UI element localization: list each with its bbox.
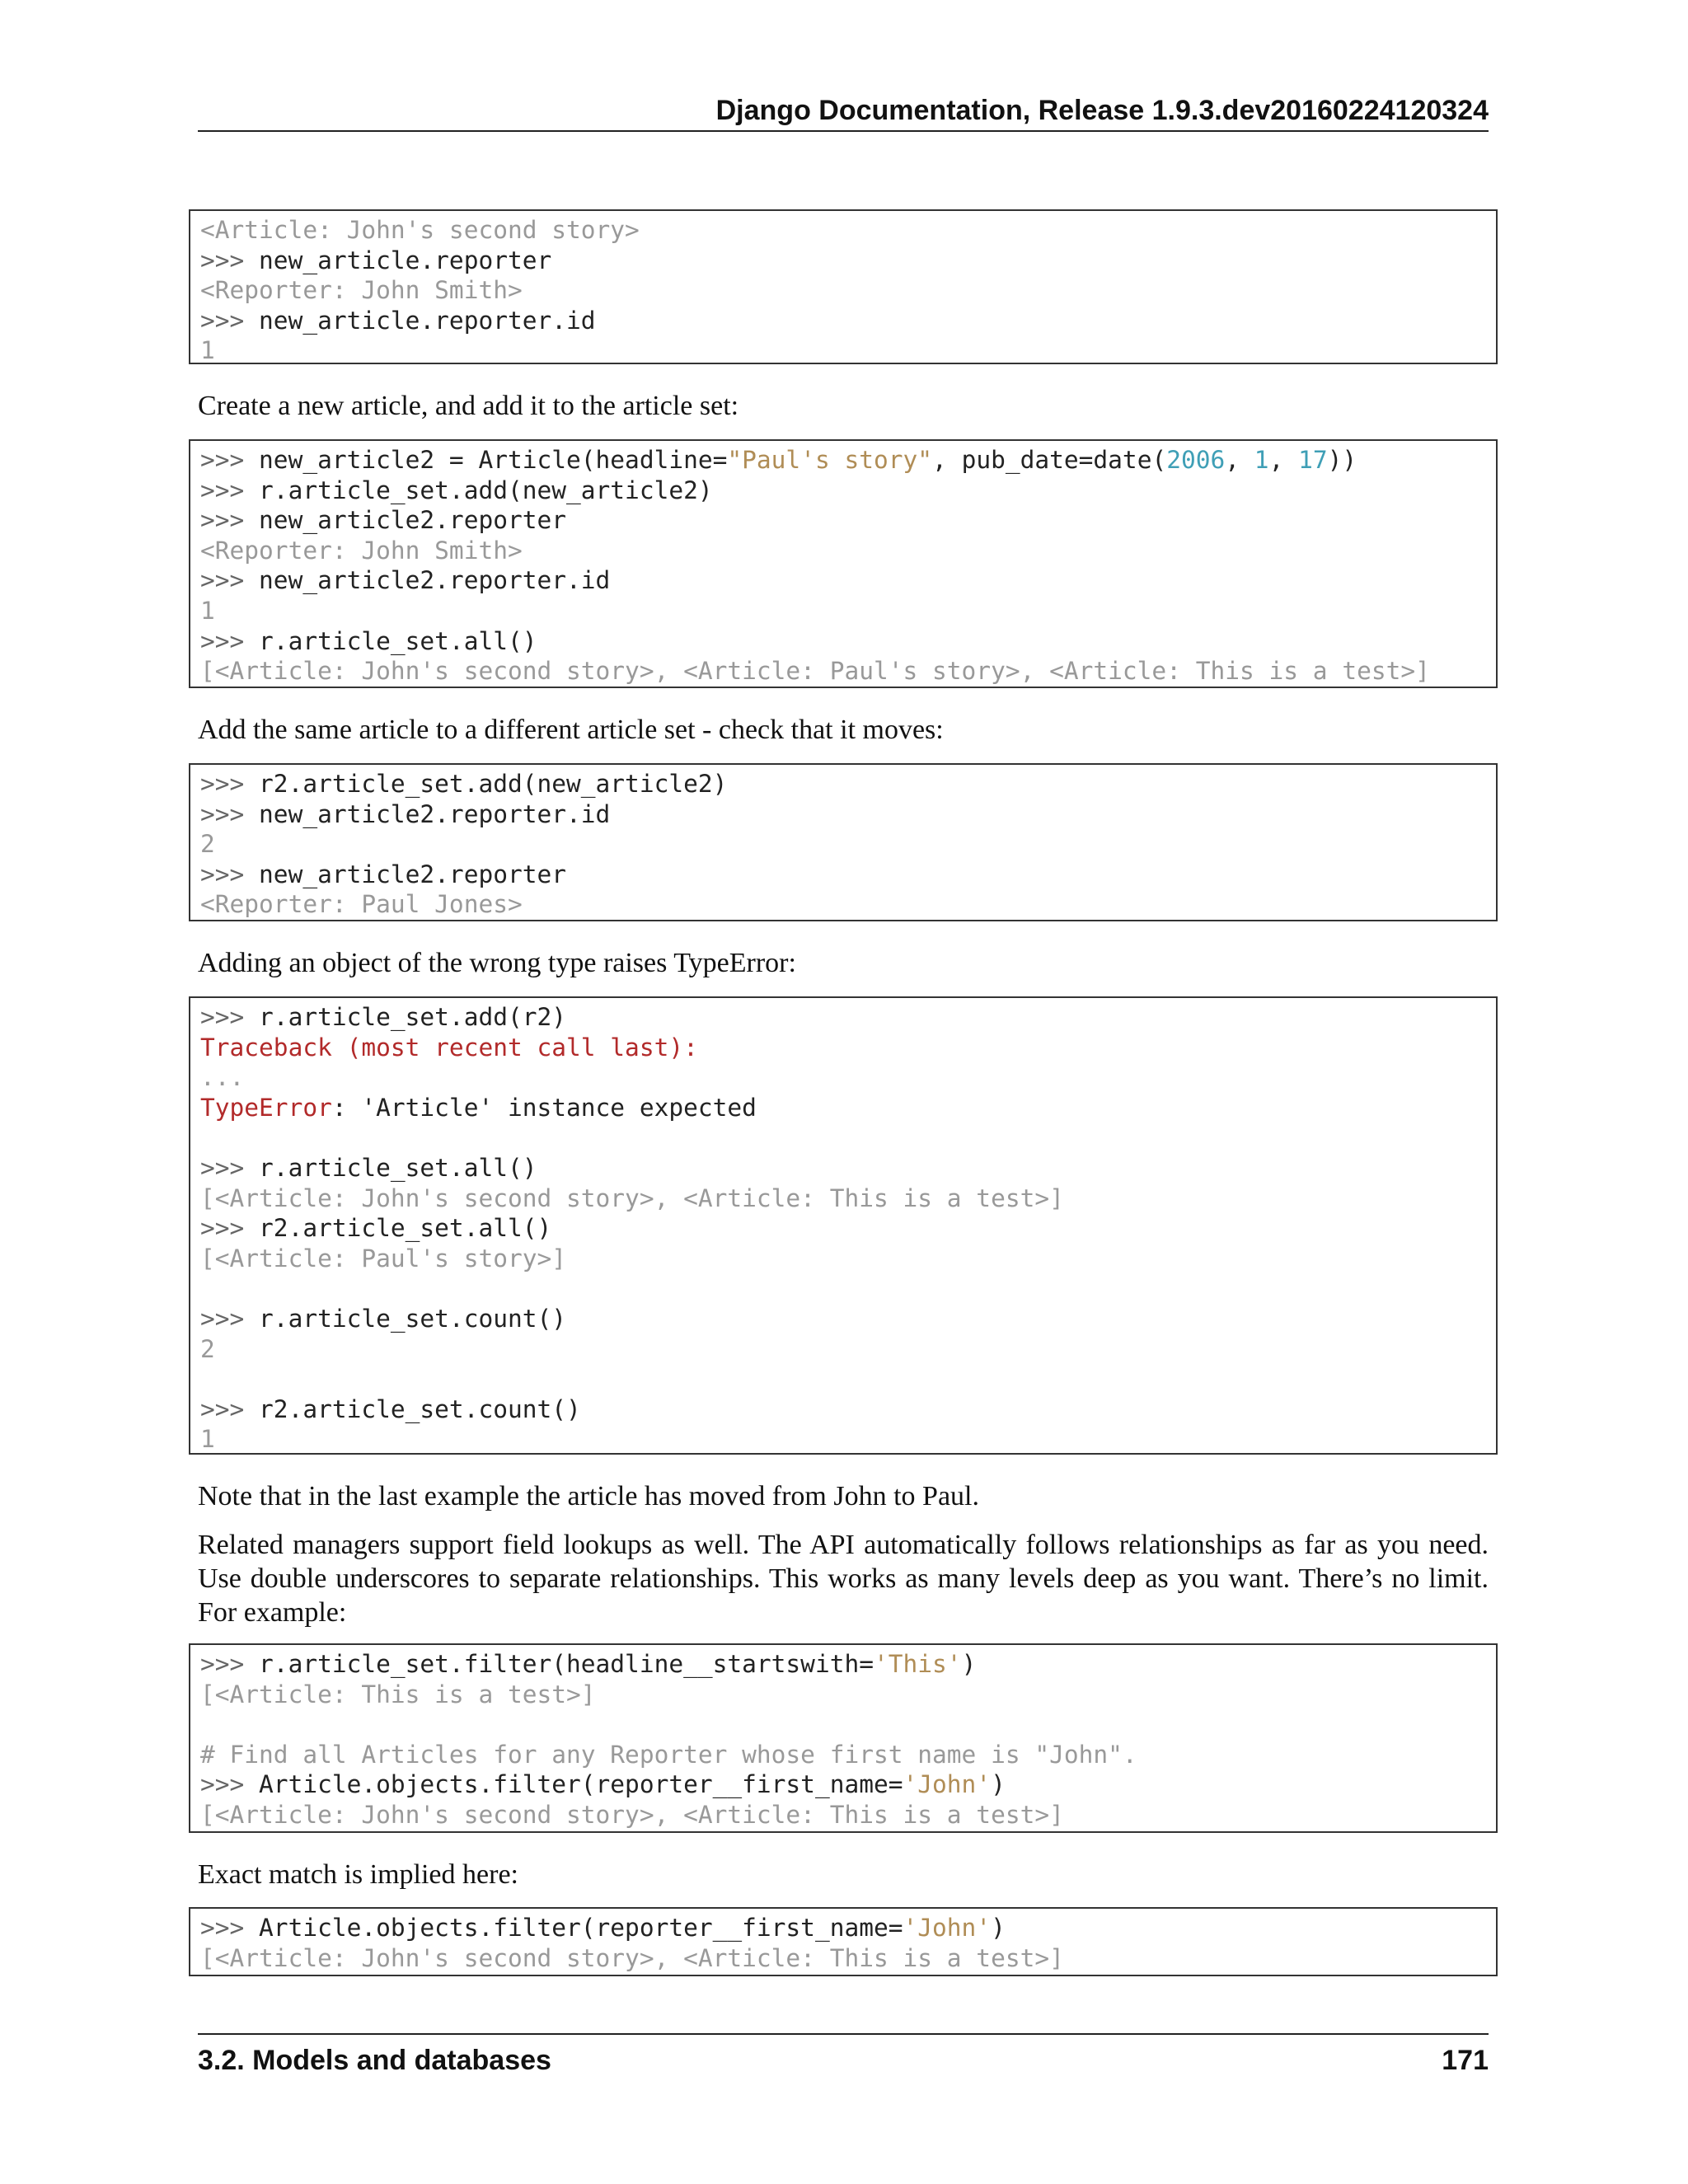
code-line: [200, 306, 1496, 336]
paragraph: Add the same article to a different article set - check that it moves:: [198, 715, 944, 745]
output-text: [<Article: This is a test>]: [200, 1680, 596, 1708]
output-text: 2: [200, 830, 215, 859]
code-line: [200, 1244, 1496, 1274]
code-line: [200, 1424, 1496, 1455]
code-line: [200, 1183, 1496, 1214]
code-line: [200, 1649, 1496, 1680]
code-text: ): [991, 1914, 1006, 1942]
code-block: [189, 996, 1498, 1455]
code-text: ,: [1225, 446, 1254, 474]
code-line: [200, 476, 1496, 506]
code-block: [189, 1907, 1498, 1976]
code-line: [200, 1709, 1496, 1740]
prompt-marker: >>>: [200, 476, 260, 504]
code-text: Article.objects.filter(reporter__first_name=: [259, 1770, 903, 1799]
code-line: [200, 596, 1496, 626]
code-line: [200, 565, 1496, 596]
code-line: [200, 1002, 1496, 1033]
code-line: [200, 1304, 1496, 1334]
prompt-marker: >>>: [200, 1214, 260, 1243]
comment-text: # Find all Articles for any Reporter whose first name is "John".: [200, 1740, 1137, 1769]
code-text: ,: [1268, 446, 1299, 474]
code-line: [200, 769, 1496, 799]
code-text: Article.objects.filter(reporter__first_name=: [259, 1914, 903, 1942]
code-text: r.article_set.add(r2): [259, 1003, 567, 1031]
code-text: r.article_set.count(): [259, 1304, 567, 1333]
output-text: [<Article: John's second story>, <Article: This is a test>]: [200, 1800, 1064, 1829]
prompt-marker: >>>: [200, 1770, 260, 1799]
code-line: [200, 1800, 1496, 1830]
prompt-marker: >>>: [200, 246, 260, 274]
code-line: [200, 536, 1496, 566]
paragraph: Adding an object of the wrong type raises TypeError:: [198, 948, 796, 978]
code-line: [200, 215, 1496, 246]
code-line: [200, 1153, 1496, 1183]
output-text: 1: [200, 1425, 215, 1454]
code-text: new_article2 = Article(headline=: [259, 446, 728, 474]
code-line: [200, 246, 1496, 276]
output-text: 1: [200, 336, 215, 364]
number-literal: 1: [1254, 446, 1269, 474]
paragraph: Note that in the last example the article has moved from John to Paul.: [198, 1481, 979, 1511]
code-line: [200, 1913, 1496, 1943]
prompt-marker: >>>: [200, 1153, 260, 1182]
prompt-marker: >>>: [200, 1304, 260, 1333]
code-line: [200, 889, 1496, 920]
prompt-marker: >>>: [200, 306, 260, 335]
prompt-marker: >>>: [200, 626, 260, 655]
code-text: r2.article_set.count(): [259, 1394, 581, 1423]
code-line: [200, 505, 1496, 536]
code-block: [189, 439, 1498, 688]
prompt-marker: >>>: [200, 799, 260, 828]
prompt-marker: >>>: [200, 1650, 260, 1678]
paragraph: Create a new article, and add it to the article set:: [198, 391, 739, 421]
code-block: [189, 1643, 1498, 1833]
code-line: [200, 1680, 1496, 1710]
code-line: [200, 275, 1496, 306]
output-text: 1: [200, 596, 215, 625]
code-line: [200, 1334, 1496, 1365]
code-text: ): [991, 1770, 1006, 1799]
code-line: [200, 1943, 1496, 1974]
output-text: [<Article: John's second story>, <Article: Paul's story>, <Article: This is a test>]: [200, 657, 1430, 686]
code-line: [200, 1394, 1496, 1425]
number-literal: 2006: [1166, 446, 1226, 474]
paragraph: Exact match is implied here:: [198, 1859, 518, 1890]
code-text: r.article_set.add(new_article2): [259, 476, 713, 504]
string-literal: 'John': [903, 1770, 992, 1799]
prompt-marker: >>>: [200, 566, 260, 595]
string-literal: "Paul's story": [727, 446, 933, 474]
prompt-marker: >>>: [200, 446, 260, 474]
footer-rule: [198, 2033, 1489, 2035]
code-line: [200, 656, 1496, 687]
output-text: <Reporter: John Smith>: [200, 536, 523, 565]
code-text: new_article2.reporter: [259, 506, 567, 535]
footer-section-title: 3.2. Models and databases: [198, 2045, 551, 2076]
code-line: [200, 626, 1496, 657]
string-literal: 'John': [903, 1914, 992, 1942]
page-number: 171: [1442, 2045, 1489, 2076]
code-line: [200, 1062, 1496, 1093]
code-text: r2.article_set.all(): [259, 1214, 552, 1243]
code-line: [200, 799, 1496, 830]
code-block: [189, 763, 1498, 921]
code-line: [200, 1769, 1496, 1800]
number-literal: 17: [1298, 446, 1328, 474]
code-line: [200, 1740, 1496, 1770]
code-text: r2.article_set.add(new_article2): [259, 770, 728, 798]
code-text: , pub_date=date(: [932, 446, 1167, 474]
prompt-marker: >>>: [200, 1003, 260, 1031]
output-text: <Article: John's second story>: [200, 216, 640, 244]
code-text: r.article_set.all(): [259, 626, 537, 655]
prompt-marker: >>>: [200, 1914, 260, 1942]
output-text: <Reporter: Paul Jones>: [200, 890, 523, 919]
error-text: Traceback (most recent call last):: [200, 1033, 698, 1062]
code-line: [200, 445, 1496, 476]
code-line: [200, 829, 1496, 860]
code-line: [200, 1033, 1496, 1063]
code-text: new_article.reporter.id: [259, 306, 596, 335]
code-text: : 'Article' instance expected: [331, 1093, 757, 1122]
output-text: <Reporter: John Smith>: [200, 276, 523, 305]
code-line: [200, 1364, 1496, 1394]
output-text: [<Article: John's second story>, <Article: This is a test>]: [200, 1943, 1064, 1972]
output-text: 2: [200, 1334, 215, 1363]
code-line: [200, 860, 1496, 890]
header-rule: [198, 130, 1489, 132]
output-text: ...: [200, 1063, 245, 1092]
code-text: ): [961, 1650, 977, 1678]
output-text: [<Article: Paul's story>]: [200, 1244, 567, 1272]
prompt-marker: >>>: [200, 1394, 260, 1423]
code-text: r.article_set.all(): [259, 1153, 537, 1182]
string-literal: 'This': [874, 1650, 962, 1678]
code-line: [200, 1213, 1496, 1244]
prompt-marker: >>>: [200, 860, 260, 888]
code-text: )): [1327, 446, 1357, 474]
code-text: new_article.reporter: [259, 246, 552, 274]
prompt-marker: >>>: [200, 506, 260, 535]
code-text: r.article_set.filter(headline__startswith=: [259, 1650, 874, 1678]
code-text: new_article2.reporter: [259, 860, 567, 888]
page-header-title: Django Documentation, Release 1.9.3.dev20160224120324: [715, 95, 1489, 126]
code-line: [200, 335, 1496, 364]
code-line: [200, 1093, 1496, 1123]
output-text: [<Article: John's second story>, <Article: This is a test>]: [200, 1183, 1064, 1212]
code-block: [189, 209, 1498, 364]
error-text: TypeError: [200, 1093, 332, 1122]
prompt-marker: >>>: [200, 770, 260, 798]
code-line: [200, 1122, 1496, 1153]
code-text: new_article2.reporter.id: [259, 799, 611, 828]
code-line: [200, 1273, 1496, 1304]
paragraph: Related managers support field lookups as well. The API automatically follows relationships as far as you need. Use double underscores to separate relationships. This works as many levels deep as you want. There’s no limit. For example:: [198, 1530, 1489, 1628]
code-text: new_article2.reporter.id: [259, 566, 611, 595]
